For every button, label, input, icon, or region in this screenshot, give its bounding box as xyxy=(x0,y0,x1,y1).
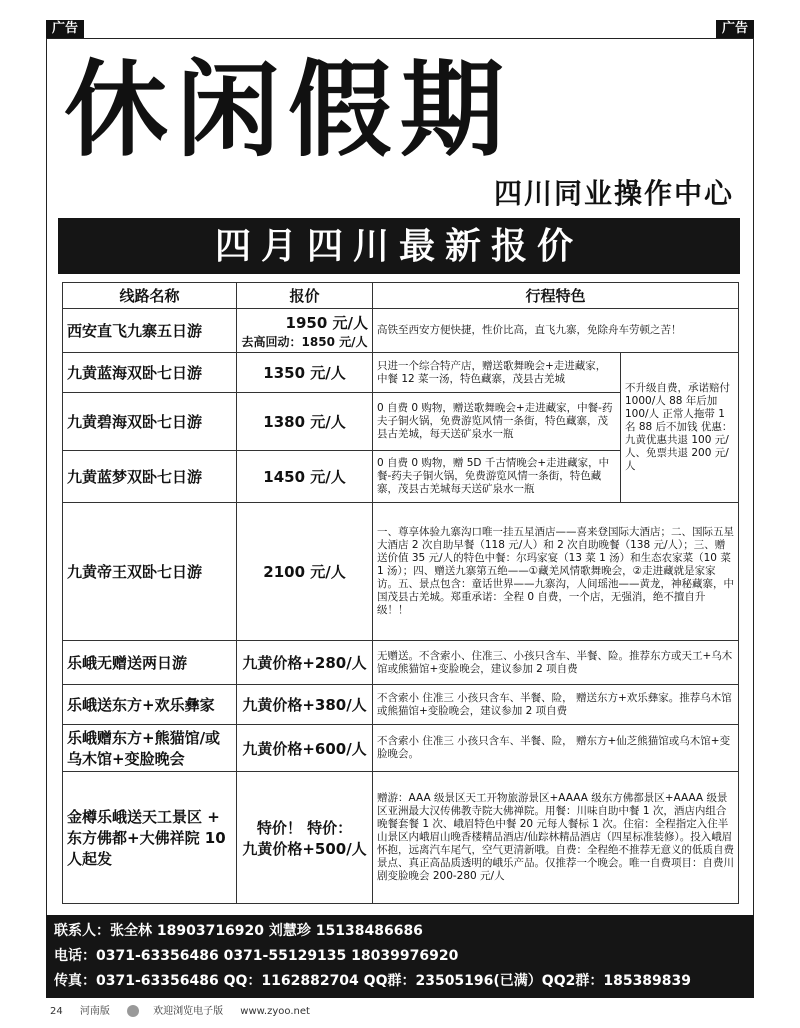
site-url[interactable]: www.zyoo.net xyxy=(240,1006,310,1017)
phone-line: 电话：0371-63356486 0371-55129135 18039976920 xyxy=(54,948,459,964)
page-subtitle: 四川同业操作中心 xyxy=(493,177,734,210)
route-desc: 一、尊享体验九寨沟口唯一挂五星酒店——喜来登国际大酒店；二、国际五星大酒店 2 次自助早餐（118 元/人）和 2 次自助晚餐（138 元/人）；三、赠送价值 35 元/人的特色中餐：尔玛家宴（13 菜 1 汤）和生态农家菜（10 菜 1 汤）；四、赠送九寨第五绝——①藏羌风情歌舞晚会，②走进藏就是家家访。五、景点包含：童话世界——九寨沟，人间瑶池——黄龙，神秘藏寨，中国茂县古羌城。郑重承诺：全程 0 自费，一个店，无强消，绝不擅自升级！！ xyxy=(373,503,739,641)
route-desc: 赠游：AAA 级景区天工开物旅游景区+AAAA 级东方佛都景区+AAAA 级景区亚洲最大汉传佛教寺院大佛禅院。用餐：川味自助中餐 1 次，酒店内组合晚餐套餐 1 次、峨眉特色中餐 20 元每人餐标 1 次。住宿：全程指定入住半山景区内峨眉山晚香楼精品酒店/仙踪林精品酒店（四星标准装修）。投入峨眉怀抱，远离汽车尾气，空气更清新哦。自费：全程绝不推荐无意义的低质自费景点、真正高品质透明的峨乐产品。仅推荐一个晚会。唯一自费项目：自费川剧变脸晚会 200-280 元/人 xyxy=(373,772,739,904)
route-name: 乐峨送东方+欢乐彝家 xyxy=(63,685,237,725)
route-desc: 0 自费 0 购物，赠送歌舞晚会+走进藏家，中餐-药夫子铜火锅，免费游览风情一条街，特色藏寨，茂县古羌城，每天送矿泉水一瓶 xyxy=(373,393,621,451)
slogan: 欢迎浏览电子版 xyxy=(153,1006,224,1017)
route-desc: 不含索小 住准三 小孩只含车、半餐、险， 赠东方+仙芝熊猫馆或乌木馆+变脸晚会。 xyxy=(373,725,739,772)
header-price: 报价 xyxy=(237,283,373,309)
site-logo-icon xyxy=(127,1005,139,1017)
route-price: 九黄价格+600/人 xyxy=(237,725,373,772)
route-name: 西安直飞九寨五日游 xyxy=(63,309,237,353)
route-table xyxy=(62,282,739,904)
edition-label: 河南版 xyxy=(79,1006,110,1017)
route-desc: 只进一个综合特产店，赠送歌舞晚会+走进藏家，中餐 12 菜一汤，特色藏寨，茂县古羌城 xyxy=(373,353,621,393)
route-desc: 无赠送。不含索小、住准三、小孩只含车、半餐、险。推荐东方或天工+乌木馆或熊猫馆+变脸晚会，建议参加 2 项自费 xyxy=(373,641,739,685)
route-price: 1350 元/人 xyxy=(237,353,373,393)
route-price-main: 1950 元/人 xyxy=(285,313,368,332)
route-price: 1380 元/人 xyxy=(237,393,373,451)
table-row xyxy=(63,309,739,353)
side-note: 不升级自费，承诺赔付 1000/人 88 年后加 100/人 正常人拖带 1 名 88 后不加钱 优惠：九黄优惠共退 100 元/人、免票共退 200 元/人 xyxy=(621,353,739,503)
route-price: 2100 元/人 xyxy=(237,503,373,641)
route-price-alt: 去高回动：1850 元/人 xyxy=(241,334,368,349)
table-row xyxy=(63,772,739,904)
page-number: 24 xyxy=(50,1006,63,1017)
table-row xyxy=(63,685,739,725)
header-features: 行程特色 xyxy=(373,283,739,309)
route-price-main: 九黄价格+500/人 xyxy=(242,839,367,858)
route-name: 九黄蓝梦双卧七日游 xyxy=(63,451,237,503)
table-row xyxy=(63,503,739,641)
route-name: 九黄蓝海双卧七日游 xyxy=(63,353,237,393)
route-desc: 0 自费 0 购物，赠 5D 千古情晚会+走进藏家，中餐-药夫子铜火锅，免费游览风情一条街，特色藏寨，茂县古羌城每天送矿泉水一瓶 xyxy=(373,451,621,503)
header-route-name: 线路名称 xyxy=(63,283,237,309)
ad-tag-right: 广告 xyxy=(716,20,754,38)
table-row xyxy=(63,725,739,772)
route-name: 金樽乐峨送天工景区 + 东方佛都+大佛祥院 10 人起发 xyxy=(63,772,237,904)
route-name: 乐峨赠东方+熊猫馆/或乌木馆+变脸晚会 xyxy=(63,725,237,772)
route-name: 九黄碧海双卧七日游 xyxy=(63,393,237,451)
table-header-row xyxy=(63,283,739,309)
route-name: 乐峨无赠送两日游 xyxy=(63,641,237,685)
contact-line: 联系人：张全林 18903716920 刘慧珍 15138486686 xyxy=(54,923,423,939)
table-row xyxy=(63,353,739,393)
route-price: 九黄价格+380/人 xyxy=(237,685,373,725)
route-price: 九黄价格+280/人 xyxy=(237,641,373,685)
route-desc: 高铁至西安方便快捷，性价比高，直飞九寨，免除舟车劳顿之苦！ xyxy=(373,309,739,353)
route-desc: 不含索小 住准三 小孩只含车、半餐、险， 赠送东方+欢乐彝家。推荐乌木馆或熊猫馆+变脸晚会，建议参加 2 项自费 xyxy=(373,685,739,725)
price-banner: 四月四川最新报价 xyxy=(58,218,740,274)
route-name: 九黄帝王双卧七日游 xyxy=(63,503,237,641)
ad-tag-left: 广告 xyxy=(46,20,84,38)
page-bar xyxy=(50,1002,324,1017)
route-price-label: 特价！ 特价： xyxy=(256,818,353,837)
route-price: 1450 元/人 xyxy=(237,451,373,503)
route-price xyxy=(237,772,373,904)
route-price xyxy=(237,309,373,353)
page-title: 休闲假期 xyxy=(64,49,513,171)
fax-qq-line: 传真：0371-63356486 QQ：1162882704 QQ群：23505196(已满）QQ2群：185389839 xyxy=(54,973,692,989)
contact-footer xyxy=(46,915,754,998)
table-row xyxy=(63,641,739,685)
